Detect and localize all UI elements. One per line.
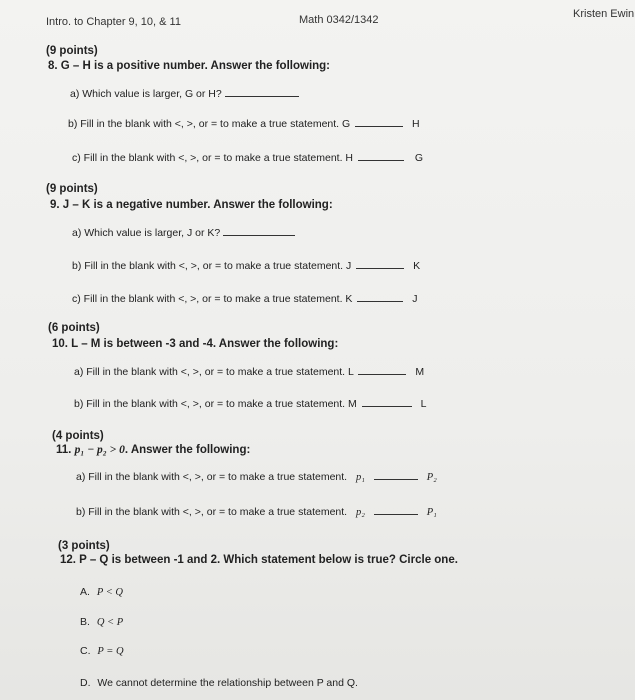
q10-part-a [74,364,424,378]
q11-a-rhs: P₂ [426,472,437,483]
q12-option-c-text: P = Q [97,646,124,657]
q8-b-rhs: H [412,118,420,130]
q10-question: 10. L – M is between -3 and -4. Answer the following: [52,338,339,350]
q11-question [56,444,250,456]
q11-part-a-text: a) Fill in the blank with <, >, or = to make a true statement. [76,471,348,483]
q11-a-answer-blank[interactable] [374,469,418,480]
q11-points: (4 points) [52,430,104,442]
q12-option-b-text: Q < P [96,617,124,628]
q8-points: (9 points) [46,45,98,57]
q8-part-b [68,116,420,130]
q8-question: 8. G – H is a positive number. Answer the following: [48,60,331,72]
q10-a-answer-blank[interactable] [358,364,406,375]
q9-part-a [72,225,295,239]
q9-b-rhs: K [413,260,421,272]
q12-option-d-text: We cannot determine the relationship between P and Q. [97,677,358,689]
q11-expression: p₁ − p₂ > 0 [74,444,125,456]
q9-c-answer-blank[interactable] [357,291,403,302]
q8-a-answer-blank[interactable] [225,86,299,97]
q11-number: 11. [56,444,72,456]
q10-b-rhs: L [420,398,427,410]
q8-part-c-text: c) Fill in the blank with <, >, or = to make a true statement. H [72,152,353,164]
q8-b-answer-blank[interactable] [355,116,403,127]
q10-points: (6 points) [48,322,100,334]
q9-a-answer-blank[interactable] [223,225,295,236]
q11-b-lhs: p₂ [356,507,365,518]
q9-c-rhs: J [412,293,418,305]
q12-option-c[interactable] [80,645,124,657]
q8-c-answer-blank[interactable] [358,150,404,161]
q9-part-b [72,258,420,272]
q8-part-a [70,86,299,100]
q12-option-a-text: P < Q [96,587,123,598]
course-number: Math 0342/1342 [299,14,379,26]
student-name: Kristen Ewin [573,8,635,20]
q12-question: 12. P – Q is between -1 and 2. Which statement below is true? Circle one. [60,554,458,566]
q12-option-d-letter: D. [80,677,91,689]
q9-part-c-text: c) Fill in the blank with <, >, or = to make a true statement. K [72,293,353,305]
q10-part-b-text: b) Fill in the blank with <, >, or = to make a true statement. M [74,398,357,410]
q11-b-answer-blank[interactable] [374,504,418,515]
q12-option-a[interactable] [80,586,123,598]
q11-question-rest: . Answer the following: [124,444,251,456]
q11-part-b [76,504,437,518]
q8-part-a-text: a) Which value is larger, G or H? [70,88,222,100]
q9-part-b-text: b) Fill in the blank with <, >, or = to make a true statement. J [72,260,352,272]
q10-a-rhs: M [415,366,425,378]
q9-points: (9 points) [46,183,98,195]
q8-c-rhs: G [414,152,424,164]
q12-option-b-letter: B. [80,616,90,628]
q8-part-c [72,150,423,164]
q11-part-b-text: b) Fill in the blank with <, >, or = to make a true statement. [76,506,348,518]
q12-option-c-letter: C. [80,645,91,657]
q10-part-a-text: a) Fill in the blank with <, >, or = to make a true statement. L [74,366,354,378]
q11-a-lhs: p₁ [356,472,365,483]
course-title: Intro. to Chapter 9, 10, & 11 [46,16,181,28]
q11-b-rhs: P₁ [426,507,437,518]
q11-part-a [76,469,437,483]
q9-part-c [72,291,418,305]
q12-option-a-letter: A. [80,586,90,598]
q9-b-answer-blank[interactable] [356,258,404,269]
q10-part-b [74,396,426,410]
q12-option-d[interactable] [80,677,358,689]
q12-option-b[interactable] [80,616,123,628]
q10-b-answer-blank[interactable] [362,396,412,407]
q12-points: (3 points) [58,540,110,552]
q8-part-b-text: b) Fill in the blank with <, >, or = to make a true statement. G [68,118,351,130]
q9-question: 9. J – K is a negative number. Answer the following: [50,199,333,211]
q9-part-a-text: a) Which value is larger, J or K? [72,227,221,239]
